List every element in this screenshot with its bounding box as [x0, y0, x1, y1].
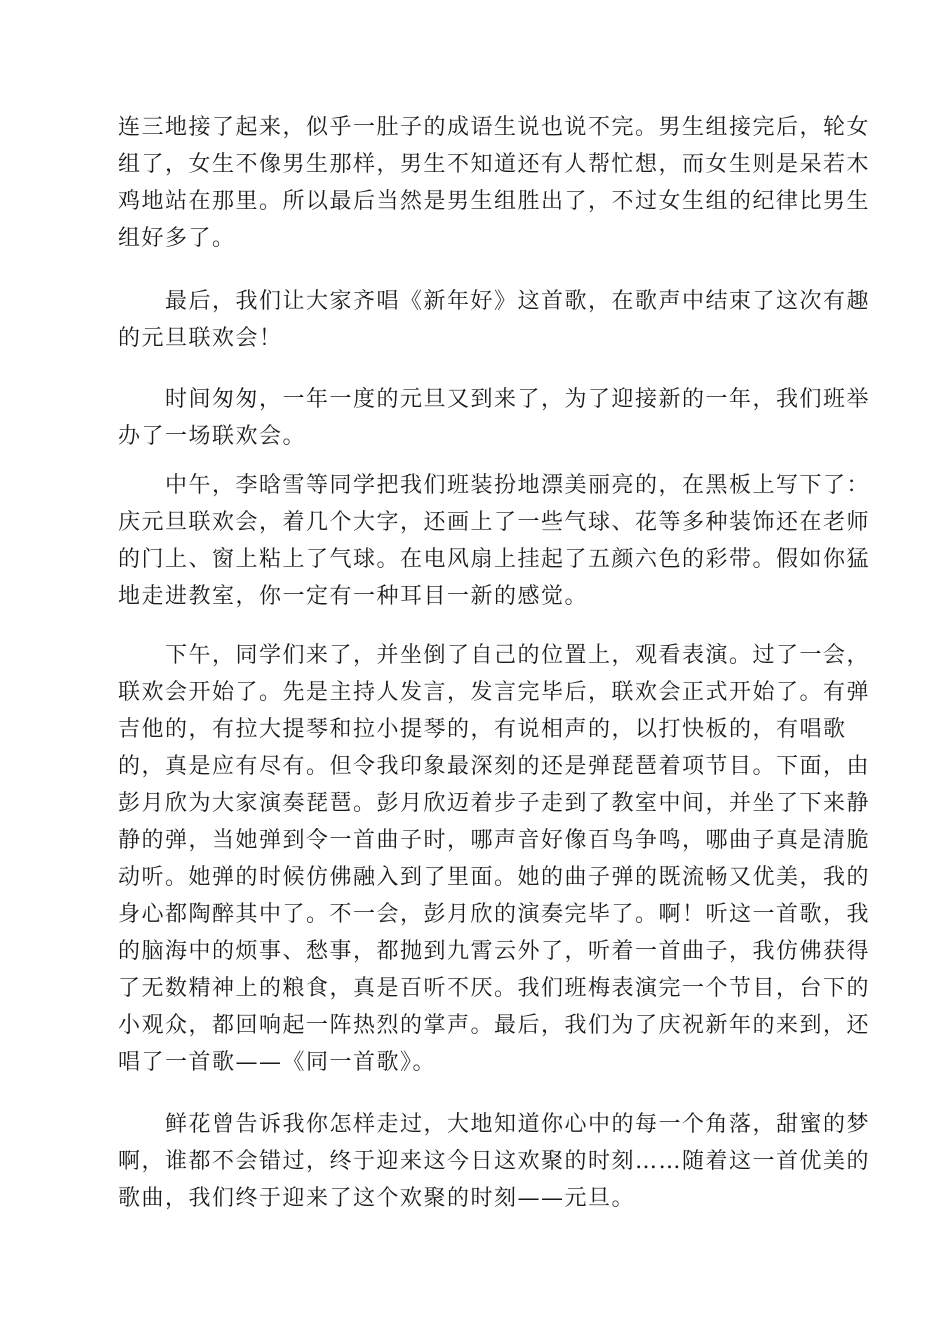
text-line: 下午，同学们来了，并坐倒了自己的位置上，观看表演。过了一会，	[165, 643, 871, 668]
paragraph-afternoon-show	[118, 637, 871, 1081]
text-line: 彭月欣为大家演奏琵琶。彭月欣迈着步子走到了教室中间，并坐了下来静	[118, 791, 871, 816]
text-line: 组好多了。	[118, 226, 236, 251]
paragraph-new-year-intro	[118, 381, 871, 455]
paragraph-song-lyrics	[118, 1106, 871, 1217]
text-line: 中午，李晗雪等同学把我们班装扮地漂美丽亮的，在黑板上写下了：	[165, 473, 871, 498]
text-line: 身心都陶醉其中了。不一会，彭月欣的演奏完毕了。啊！听这一首歌，我	[118, 902, 871, 927]
text-line: 啊，谁都不会错过，终于迎来这今日这欢聚的时刻……随着这一首优美的	[118, 1149, 871, 1174]
paragraph-continuation	[118, 109, 871, 257]
text-line: 的门上、窗上粘上了气球。在电风扇上挂起了五颜六色的彩带。假如你猛	[118, 547, 871, 572]
text-line: 最后，我们让大家齐唱《新年好》这首歌，在歌声中结束了这次有趣	[165, 289, 871, 314]
text-line: 小观众，都回响起一阵热烈的掌声。最后，我们为了庆祝新年的来到，还	[118, 1013, 871, 1038]
paragraph-ending-song	[118, 283, 871, 357]
text-line: 唱了一首歌——《同一首歌》。	[118, 1050, 437, 1075]
text-line: 庆元旦联欢会，着几个大字，还画上了一些气球、花等多种装饰还在老师	[118, 510, 871, 535]
text-line: 歌曲，我们终于迎来了这个欢聚的时刻——元旦。	[118, 1186, 636, 1211]
text-line: 鸡地站在那里。所以最后当然是男生组胜出了，不过女生组的纪律比男生	[118, 189, 871, 214]
text-line: 地走进教室，你一定有一种耳目一新的感觉。	[118, 584, 589, 609]
text-line: 动听。她弹的时候仿佛融入到了里面。她的曲子弹的既流畅又优美，我的	[118, 865, 871, 890]
text-line: 办了一场联欢会。	[118, 424, 307, 449]
paragraph-noon-decoration	[118, 467, 871, 615]
text-line: 的，真是应有尽有。但令我印象最深刻的还是弹琵琶着项节目。下面，由	[118, 754, 871, 779]
text-line: 的脑海中的烦事、愁事，都抛到九霄云外了，听着一首曲子，我仿佛获得	[118, 939, 871, 964]
text-line: 了无数精神上的粮食，真是百听不厌。我们班梅表演完一个节目，台下的	[118, 976, 871, 1001]
text-line: 的元旦联欢会！	[118, 326, 283, 351]
text-line: 鲜花曾告诉我你怎样走过，大地知道你心中的每一个角落，甜蜜的梦	[165, 1112, 871, 1137]
text-line: 组了，女生不像男生那样，男生不知道还有人帮忙想，而女生则是呆若木	[118, 152, 871, 177]
text-line: 连三地接了起来，似乎一肚子的成语生说也说不完。男生组接完后，轮女	[118, 115, 871, 140]
text-line: 联欢会开始了。先是主持人发言，发言完毕后，联欢会正式开始了。有弹	[118, 680, 871, 705]
text-line: 时间匆匆，一年一度的元旦又到来了，为了迎接新的一年，我们班举	[165, 387, 871, 412]
text-line: 吉他的，有拉大提琴和拉小提琴的，有说相声的，以打快板的，有唱歌	[118, 717, 847, 742]
text-line: 静的弹，当她弹到令一首曲子时，哪声音好像百鸟争鸣，哪曲子真是清脆	[118, 828, 871, 853]
